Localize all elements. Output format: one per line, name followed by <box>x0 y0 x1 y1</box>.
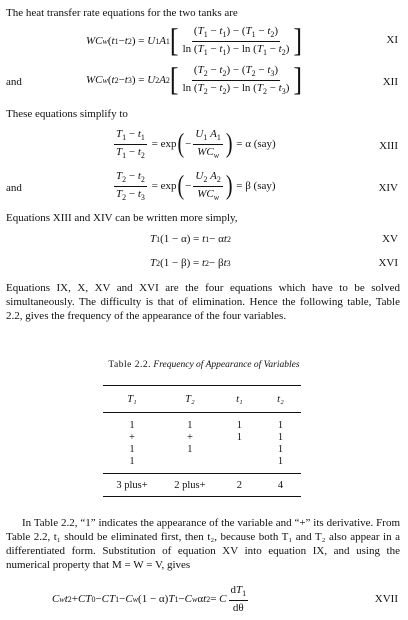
equation-xiv: $\frac{T_2 - t_2}{T_2 - t_3}$ = exp ( − $\frac{U_2 A_2}{WC_w}$ ) = β (say) <box>116 170 276 202</box>
table-cell <box>219 455 260 474</box>
equation-xii: WC w ( t 2 − t 3 ) = U 2 A 2 [ $\frac{(T_2 - t_2) - (T_2 - t_3)}{\ln (T_2 - t_2) - \ln (T_2 - t_3)}$ ] <box>86 61 303 98</box>
table-caption-number: Table 2.2. <box>108 360 152 370</box>
table-cell: 1 <box>277 455 284 467</box>
table-cell: 1 <box>277 419 284 431</box>
table-cell: 1 <box>129 443 135 455</box>
equation-xvii: C w t 2 + CT 0 − CT 1 − C w (1 − α) T 1 − C w α t 2 = C $\frac{dT_1}{d\theta}$ <box>52 584 247 614</box>
equation-xiii: $\frac{T_1 - t_1}{T_1 - t_2}$ = exp ( − $\frac{U_1 A_1}{WC_w}$ ) = α (say) <box>116 128 276 160</box>
equation-number: XIII <box>379 140 398 152</box>
intro-text: The heat transfer rate equations for the two tanks are <box>6 7 238 19</box>
table-row <box>103 431 301 443</box>
header-t1: t₁ <box>219 386 260 413</box>
paragraph-final: In Table 2.2, “1” indicates the appearance of the variable and “+” its derivative. From Table 2.2, t₁ should be eliminated first, then t₂, because both T₁ and T₂ also appear in a differentiated form. Substitution of equation XV into equation IX, and using the numerical property that M = W = V, gives <box>6 517 400 571</box>
table-cell: + <box>186 431 193 443</box>
paragraph-four-equations: Equations IX, X, XV and XVI are the four equations which have to be solved simultaneously. The difficulty is that of elimination. Hence the following table, Table 2.2, gives the frequency of the appearance of the four variables. <box>6 282 400 322</box>
table-cell: 1 <box>129 455 135 467</box>
equation-number: XVII <box>374 593 398 605</box>
table-cell <box>219 443 260 455</box>
table-cell: 1 <box>187 419 193 431</box>
equation-number: XIV <box>378 182 398 194</box>
equation-number: XVI <box>378 257 398 269</box>
frequency-table <box>103 385 301 497</box>
table-caption <box>0 360 408 370</box>
equation-xv: T 1 (1 − α) = t 1 − α t 2 <box>150 233 231 245</box>
table-row <box>103 443 301 455</box>
table-cell: 1 <box>277 431 284 443</box>
table-cell: 1 <box>236 431 243 443</box>
and-word: and <box>6 76 22 88</box>
table-caption-title: Frequency of Appearance of Variables <box>153 360 300 370</box>
table-cell: 1 <box>236 419 243 431</box>
table-total-cell: 3 plus+ <box>103 474 161 497</box>
header-t2: t₂ <box>260 386 301 413</box>
table-total-cell: 2 plus+ <box>161 474 219 497</box>
table-cell: 1 <box>277 443 284 455</box>
equation-number: XI <box>386 34 398 46</box>
equation-number: XII <box>382 76 398 88</box>
table-row <box>103 413 301 432</box>
alpha-say: = α (say) <box>236 138 276 150</box>
header-T1: T₁ <box>103 386 161 413</box>
beta-say: = β (say) <box>236 180 276 192</box>
equation-xvi: T 2 (1 − β) = t 2 − β t 3 <box>150 257 231 269</box>
table-cell: 1 <box>129 419 135 431</box>
and-word: and <box>6 182 22 194</box>
equation-number: XV <box>382 233 398 245</box>
written-text: Equations XIII and XIV can be written more simply, <box>6 212 238 224</box>
table-cell: + <box>129 431 135 443</box>
table-header-row <box>103 386 301 413</box>
table-total-cell: 4 <box>260 474 301 497</box>
table-total-cell: 2 <box>219 474 260 497</box>
table-totals-row <box>103 474 301 497</box>
equation-xi: WC w ( t 1 − t 2 ) = U 1 A 1 [ $\frac{(T_1 - t_1) - (T_1 - t_2)}{\ln (T_1 - t_1) - \ln (T_1 - t_2)}$ ] <box>86 22 303 59</box>
simplify-text: These equations simplify to <box>6 108 128 120</box>
table-row <box>103 455 301 474</box>
table-cell <box>161 455 219 474</box>
header-T2: T₂ <box>161 386 219 413</box>
table-cell: 1 <box>187 443 193 455</box>
